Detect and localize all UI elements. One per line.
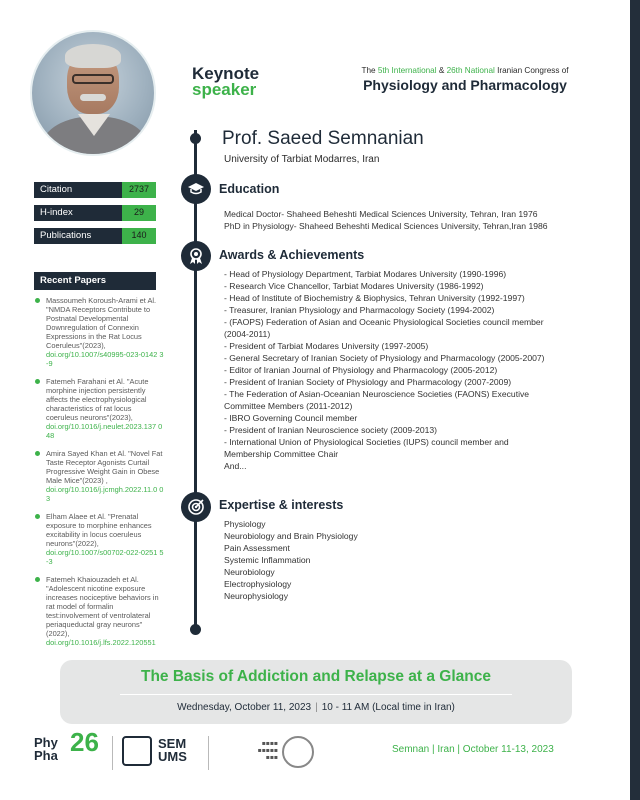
keynote-word: Keynote: [192, 64, 260, 83]
talk-datetime: Wednesday, October 11, 2023 | 10 - 11 AM (Local time in Iran): [177, 702, 455, 713]
paper-text: Elham Alaee et Al. "Prenatal exposure to morphine enhances excitability in locus coeruleus neurons"(2022),: [46, 512, 152, 548]
expertise-line: Electrophysiology: [224, 579, 292, 589]
education-title: Education: [219, 182, 280, 196]
timeline-line: [194, 130, 197, 630]
award-line: And...: [224, 461, 247, 471]
stat-citation: [34, 182, 156, 198]
divider: [112, 736, 113, 770]
award-line: (2004-2011): [224, 329, 271, 339]
congress-title: Physiology and Pharmacology: [363, 77, 567, 93]
expertise-line: Neurobiology and Brain Physiology: [224, 531, 358, 541]
talk-title: The Basis of Addiction and Relapse at a Glance: [141, 668, 491, 685]
award-line: - General Secretary of Iranian Society of Physiology and Pharmacology (2005-2007): [224, 353, 545, 363]
award-line: - Editor of Iranian Journal of Physiology and Pharmacology (2005-2012): [224, 365, 498, 375]
stat-value: 29: [122, 205, 156, 221]
list-item: [34, 449, 164, 503]
awards-title: Awards & Achievements: [219, 248, 365, 262]
award-line: Membership Committee Chair: [224, 449, 339, 459]
award-line: - Treasurer, Iranian Physiology and Pharmacology Society (1994-2002): [224, 305, 495, 315]
award-line: - The Federation of Asian-Oceanian Neuroscience Societies (FAONS) Executive: [224, 389, 530, 399]
target-icon: [181, 492, 211, 522]
divider: [208, 736, 209, 770]
congress-logo: Phy Pha 26: [34, 727, 99, 763]
paper-doi-link[interactable]: doi.org/10.1016/j.lfs.2022.120551: [46, 638, 156, 647]
speaker-affiliation: University of Tarbiat Modarres, Iran: [224, 154, 380, 165]
stat-publications: [34, 228, 156, 244]
location-dates: Semnan | Iran | October 11-13, 2023: [392, 744, 554, 755]
paper-text: Fatemeh Farahani et Al. "Acute morphine injection persistently affects the electrophysiological characteristics of rat locus coeruleus neurons"(2023),: [46, 377, 149, 422]
timeline-dot: [190, 624, 201, 635]
list-item: [34, 296, 164, 368]
recent-papers-list: [34, 296, 164, 656]
awards-body: [224, 268, 584, 472]
semums-logo: SEM UMS: [158, 736, 187, 764]
stat-value: 2737: [122, 182, 156, 198]
stat-value: 140: [122, 228, 156, 244]
award-line: Committee Members (2011-2012): [224, 401, 353, 411]
education-line: PhD in Physiology- Shaheed Beheshti Medical Sciences University, Tehran,Iran 1986: [224, 221, 548, 231]
list-item: [34, 575, 164, 647]
paper-doi-link[interactable]: doi.org/10.1007/s00702-022-0251 5-3: [46, 548, 164, 566]
society-seal-logo: [282, 736, 314, 768]
semums-emblem: [122, 736, 152, 766]
paper-text: Amira Sayed Khan et Al. "Novel Fat Taste Receptor Agonists Curtail Progressive Weight Gain in Obese Male Mice"(2023) ,: [46, 449, 163, 485]
award-line: - IBRO Governing Council member: [224, 413, 358, 423]
stat-label: Publications: [34, 228, 122, 244]
award-ribbon-icon: [181, 241, 211, 271]
award-line: - Head of Institute of Biochemistry & Biophysics, Tehran University (1992-1997): [224, 293, 525, 303]
expertise-body: [224, 518, 584, 602]
paper-text: Fatemeh Khaiouzadeh et Al. "Adolescent nicotine exposure increases nociceptive behaviors in rat model of formalin test:involvement of ventrolateral periaqueductal gray neurons"(2022),: [46, 575, 159, 638]
talk-time: 10 - 11 AM (Local time in Iran): [321, 702, 455, 713]
graduation-cap-icon: [181, 174, 211, 204]
stat-label: H-index: [34, 205, 122, 221]
congress-heading: [352, 66, 578, 93]
award-line: - (FAOPS) Federation of Asian and Oceanic Physiological Societies council member: [224, 317, 544, 327]
talk-date: Wednesday, October 11, 2023: [177, 702, 312, 713]
paper-doi-link[interactable]: doi.org/10.1016/j.neulet.2023.137 048: [46, 422, 163, 440]
stat-label: Citation: [34, 182, 122, 198]
paper-doi-link[interactable]: doi.org/10.1007/s40995-023-0142 3-9: [46, 350, 164, 368]
award-line: - President of Iranian Neuroscience society (2009-2013): [224, 425, 438, 435]
award-line: - Research Vice Chancellor, Tarbiat Modares University (1986-1992): [224, 281, 484, 291]
award-line: - Head of Physiology Department, Tarbiat Modares University (1990-1996): [224, 269, 507, 279]
expertise-title: Expertise & interests: [219, 498, 344, 512]
award-line: - President of Iranian Society of Physiology and Pharmacology (2007-2009): [224, 377, 512, 387]
footer-logos: [34, 727, 314, 774]
list-item: [34, 377, 164, 440]
award-line: - President of Tarbiat Modares University (1997-2005): [224, 341, 429, 351]
expertise-line: Pain Assessment: [224, 543, 290, 553]
speaker-name: Prof. Saeed Semnanian: [222, 128, 424, 149]
education-line: Medical Doctor- Shaheed Beheshti Medical Sciences University, Tehran, Iran 1976: [224, 209, 538, 219]
education-body: [224, 208, 584, 232]
expertise-line: Neurophysiology: [224, 591, 289, 601]
recent-papers-title: Recent Papers: [34, 272, 156, 290]
society-logo-text-graphic: ▪▪▪▪ ▪▪▪▪▪ ▪▪▪: [257, 740, 278, 761]
award-line: - International Union of Physiological Societies (IUPS) council member and: [224, 437, 509, 447]
congress-subtitle: The 5th International & 26th National Iranian Congress of: [361, 66, 569, 75]
timeline-dot: [190, 133, 201, 144]
keynote-speaker-heading: [192, 66, 259, 98]
expertise-line: Physiology: [224, 519, 266, 529]
speaker-photo: [30, 30, 156, 156]
talk-box: [60, 660, 572, 724]
right-edge-strip: [630, 0, 640, 800]
stat-h-index: [34, 205, 156, 221]
speaker-word: speaker: [192, 80, 257, 99]
paper-text: Massoumeh Koroush-Arami et Al. "NMDA Receptors Contribute to Postnatal Developmental Downregulation of Connexin Expressions in the Rat Locus Coeruleus"(2023),: [46, 296, 157, 350]
paper-doi-link[interactable]: doi.org/10.1016/j.jcmgh.2022.11.0 03: [46, 485, 164, 503]
list-item: [34, 512, 164, 566]
divider: [120, 694, 512, 695]
expertise-line: Systemic Inflammation: [224, 555, 311, 565]
expertise-line: Neurobiology: [224, 567, 275, 577]
